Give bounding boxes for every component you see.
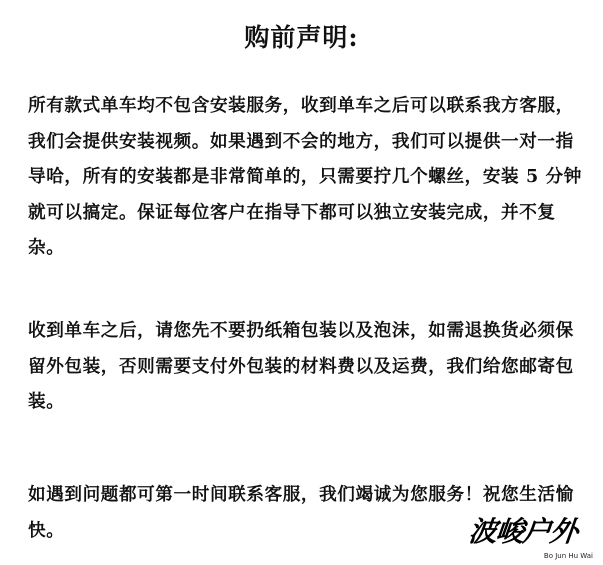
paragraph-contact-notice: 如遇到问题都可第一时间联系客服，我们竭诚为您服务！祝您生活愉快。 — [28, 484, 574, 541]
brand-logo-subtext: Bo Jun Hu Wai — [543, 552, 593, 560]
page-title: 购前声明: — [244, 23, 359, 52]
paragraph-installation-notice: 所有款式单车均不包含安装服务，收到单车之后可以联系我方客服，我们会提供安装视频。如果遇到不会的地方，我们可以提供一对一指导哈，所有的安装都是非常简单的，只需要拧几个螺丝，安装 5 分钟就可以搞定。保证每位客户在指导下都可以独立安装完成，并不复杂。 — [28, 95, 582, 258]
paragraph-packaging-notice: 收到单车之后，请您先不要扔纸箱包装以及泡沫，如需退换货必须保留外包装，否则需要支付外包装的材料费以及运费，我们给您邮寄包装。 — [28, 320, 574, 412]
brand-logo-text: 波峻户外 — [467, 515, 579, 548]
brand-logo — [469, 506, 597, 564]
